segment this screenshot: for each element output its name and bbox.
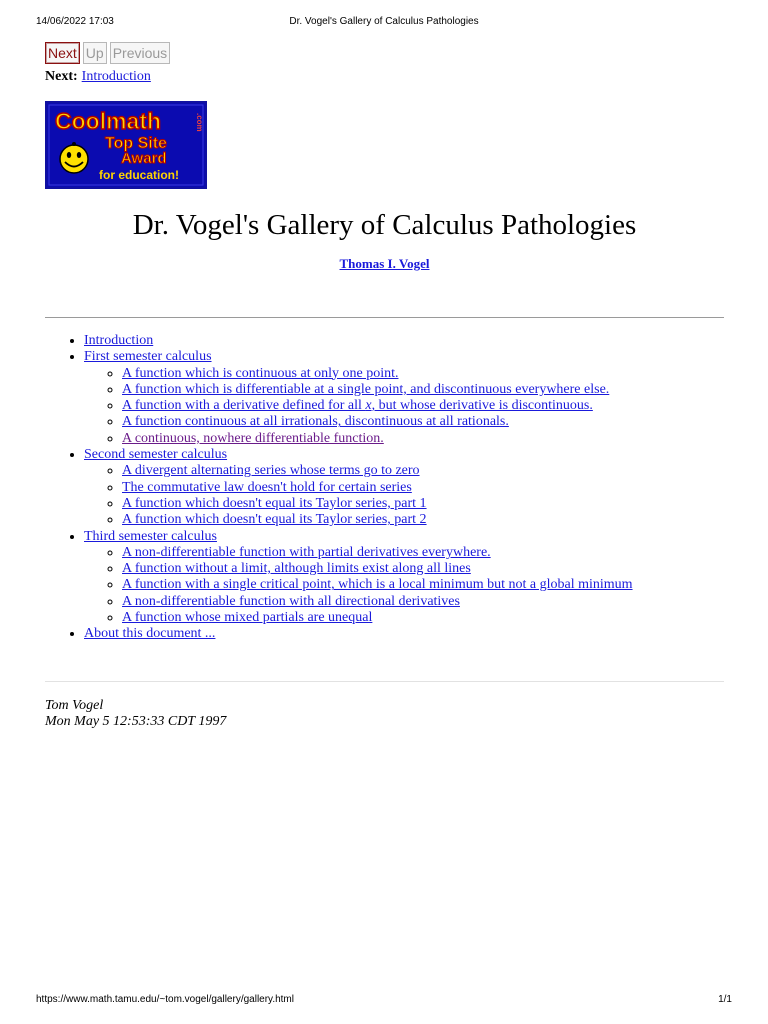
second-semester-list <box>84 463 724 528</box>
badge-brand-text: Coolmath <box>55 108 162 134</box>
toc-item-introduction <box>84 333 724 349</box>
toc-item-third-semester <box>84 529 724 627</box>
footer-name: Tom Vogel <box>45 697 104 713</box>
link-derivative-discontinuous[interactable] <box>122 398 593 413</box>
coolmath-award-badge[interactable] <box>45 101 207 189</box>
next-button[interactable]: Next <box>45 42 80 64</box>
print-url: https://www.math.tamu.edu/~tom.vogel/gallery/gallery.html <box>36 994 294 1005</box>
toc-item-second-semester <box>84 447 724 528</box>
list-item <box>122 431 724 447</box>
list-item <box>122 561 724 577</box>
link-divergent-alternating-series[interactable]: A divergent alternating series whose terms go to zero <box>122 463 420 479</box>
link-single-critical-point[interactable]: A function with a single critical point, which is a local minimum but not a global minimum <box>122 577 633 593</box>
next-label: Next: <box>45 69 78 84</box>
link-partial-derivatives[interactable]: A non-differentiable function with partial derivatives everywhere. <box>122 544 491 560</box>
list-item <box>122 512 724 528</box>
link-taylor-series-part-2[interactable]: A function which doesn't equal its Taylor series, part 2 <box>122 512 427 528</box>
footer-date: Mon May 5 12:53:33 CDT 1997 <box>45 713 227 729</box>
next-introduction-link[interactable]: Introduction <box>81 69 151 84</box>
list-item <box>122 610 724 626</box>
badge-dotcom-text: .com <box>195 113 204 132</box>
toc-item-first-semester <box>84 349 724 447</box>
list-item <box>122 480 724 496</box>
link-continuous-irrationals[interactable]: A function continuous at all irrationals, discontinuous at all rationals. <box>122 414 509 430</box>
up-button: Up <box>83 42 107 64</box>
page-title: Dr. Vogel's Gallery of Calculus Pathologies <box>132 209 637 241</box>
list-item <box>122 594 724 610</box>
toc-item-about <box>84 626 724 642</box>
first-semester-list <box>84 366 724 447</box>
list-item <box>122 496 724 512</box>
toc-link-introduction[interactable]: Introduction <box>84 333 154 348</box>
badge-award-text: Award <box>121 150 167 167</box>
toc-link-first-semester[interactable]: First semester calculus <box>84 349 212 365</box>
math-variable-x: x <box>365 398 372 414</box>
list-item <box>122 366 724 382</box>
next-line <box>45 69 724 85</box>
print-page-number: 1/1 <box>718 994 732 1005</box>
list-item <box>122 414 724 430</box>
list-item <box>122 398 724 414</box>
divider-top <box>45 317 724 318</box>
divider-bottom <box>45 681 724 682</box>
award-badge-graphic <box>47 103 205 187</box>
link-taylor-series-part-1[interactable]: A function which doesn't equal its Taylor series, part 1 <box>122 495 427 511</box>
badge-topsite-text: Top Site <box>105 135 167 152</box>
author-line <box>45 256 724 272</box>
link-text-part: A function with a derivative defined for all <box>122 398 366 414</box>
table-of-contents <box>45 333 724 643</box>
author-link[interactable]: Thomas I. Vogel <box>339 256 430 271</box>
print-footer <box>36 994 732 1008</box>
print-title: Dr. Vogel's Gallery of Calculus Pathologies <box>289 16 479 27</box>
toc-link-second-semester[interactable]: Second semester calculus <box>84 447 228 463</box>
list-item <box>122 382 724 398</box>
list-item <box>122 463 724 479</box>
link-text-part: , but whose derivative is discontinuous. <box>371 398 593 414</box>
footer-address <box>45 698 724 730</box>
link-commutative-law[interactable]: The commutative law doesn't hold for certain series <box>122 479 412 495</box>
third-semester-list <box>84 545 724 626</box>
page-content <box>45 42 724 730</box>
badge-education-text: for education! <box>99 168 179 182</box>
toc-link-about[interactable]: About this document ... <box>84 626 216 642</box>
link-mixed-partials[interactable]: A function whose mixed partials are unequal <box>122 610 373 626</box>
previous-button: Previous <box>110 42 170 64</box>
link-limits-along-lines[interactable]: A function without a limit, although limits exist along all lines <box>122 561 471 577</box>
link-differentiable-single-point[interactable]: A function which is differentiable at a single point, and discontinuous everywhere else. <box>122 381 610 397</box>
print-header <box>36 16 732 30</box>
list-item <box>122 577 724 593</box>
link-nowhere-differentiable[interactable]: A continuous, nowhere differentiable function. <box>122 430 384 446</box>
navigation-panel <box>45 42 724 64</box>
print-date: 14/06/2022 17:03 <box>36 16 114 27</box>
toc-link-third-semester[interactable]: Third semester calculus <box>84 528 217 544</box>
list-item <box>122 545 724 561</box>
link-continuous-one-point[interactable]: A function which is continuous at only one point. <box>122 365 399 381</box>
link-directional-derivatives[interactable]: A non-differentiable function with all directional derivatives <box>122 593 460 609</box>
